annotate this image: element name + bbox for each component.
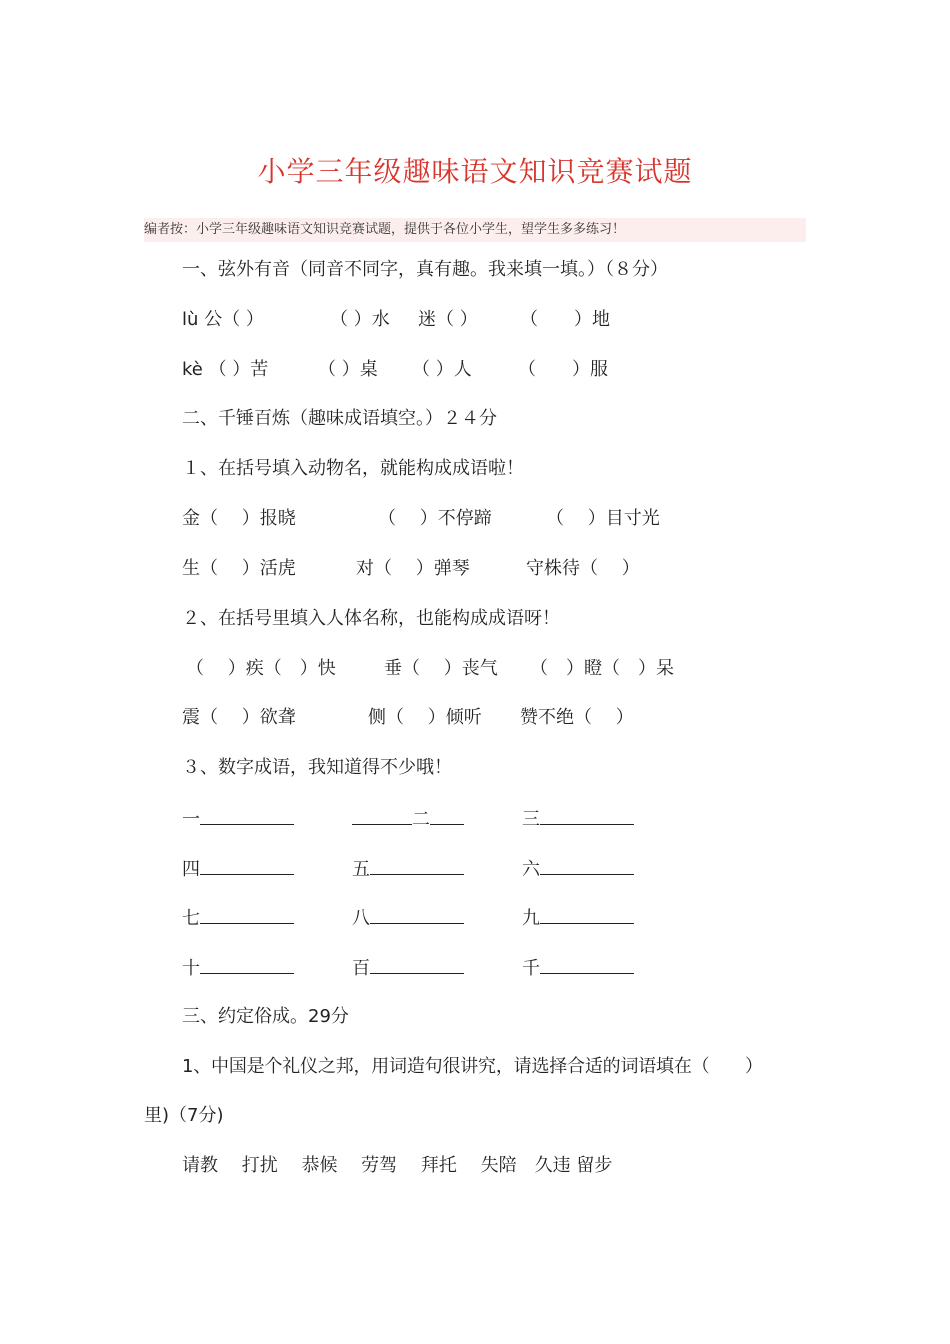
s1-row1-item-3: 迷（ ） <box>418 309 478 330</box>
number-idiom-blank: 七 <box>182 905 294 931</box>
number-idiom-blank: 千 <box>522 955 634 981</box>
number-idiom-blank: 八 <box>352 905 464 931</box>
editor-note: 编者按：小学三年级趣味语文知识竞赛试题，提供于各位小学生，望学生多多练习！ <box>144 218 806 242</box>
number-idiom-blank: 二 <box>352 806 464 832</box>
s2-q2-row2-item-3: 赞不绝（ ） <box>520 707 634 728</box>
s1-row2-item-2: （ ）桌 <box>318 359 378 380</box>
s3-question-1-continued: 里)（7分) <box>144 1105 224 1126</box>
page-title: 小学三年级趣味语文知识竞赛试题 <box>257 155 693 188</box>
number-idiom-blank: 一 <box>182 806 294 832</box>
s2-q1-row1-item-1: 金（ ）报晓 <box>182 508 296 529</box>
word-bank: 请教 打扰 恭候 劳驾 拜托 失陪 久违 留步 <box>182 1155 613 1176</box>
s3-question-1: 1、中国是个礼仪之邦，用词造句很讲究，请选择合适的词语填在（ ） <box>182 1056 763 1077</box>
section-3-heading: 三、约定俗成。29分 <box>182 1006 349 1027</box>
s2-question-3: ３、数字成语，我知道得不少哦！ <box>182 757 452 778</box>
s2-q1-row1-item-2: （ ）不停蹄 <box>378 508 492 529</box>
s2-question-2: ２、在括号里填入人体名称，也能构成成语呀！ <box>182 608 560 629</box>
s1-row1-item-4: （ ）地 <box>520 309 610 330</box>
number-idiom-blank: 六 <box>522 856 634 882</box>
number-idiom-blank: 三 <box>522 806 634 832</box>
s1-row2-item-3: （ ）人 <box>412 359 472 380</box>
s1-row2-item-1: kè （ ）苦 <box>182 359 269 380</box>
s2-question-1: １、在括号填入动物名，就能构成成语啦！ <box>182 458 524 479</box>
number-idiom-blank: 十 <box>182 955 294 981</box>
s1-row2-item-4: （ ）服 <box>518 359 608 380</box>
s1-row1-item-1: lù 公（ ） <box>182 309 264 330</box>
s2-q1-row1-item-3: （ ）目寸光 <box>546 508 660 529</box>
number-idiom-blank: 百 <box>352 955 464 981</box>
number-idiom-blank: 九 <box>522 905 634 931</box>
number-idiom-blank: 五 <box>352 856 464 882</box>
number-idiom-blank: 四 <box>182 856 294 882</box>
s2-q2-row2-item-2: 侧（ ）倾听 <box>368 707 482 728</box>
section-2-heading: 二、千锤百炼（趣味成语填空。）２４分 <box>182 408 497 429</box>
s2-q1-row2-item-3: 守株待（ ） <box>526 558 640 579</box>
s2-q1-row2-item-2: 对（ ）弹琴 <box>356 558 470 579</box>
section-1-heading: 一、弦外有音（同音不同字，真有趣。我来填一填。）（８分） <box>182 259 668 280</box>
s2-q2-row1-item-1: （ ）疾（ ）快 <box>186 658 336 679</box>
s2-q2-row2-item-1: 震（ ）欲聋 <box>182 707 296 728</box>
s2-q1-row2-item-1: 生（ ）活虎 <box>182 558 296 579</box>
s1-row1-item-2: （ ）水 <box>330 309 390 330</box>
s2-q2-row1-item-3: （ ）瞪（ ）呆 <box>530 658 674 679</box>
s2-q2-row1-item-2: 垂（ ）丧气 <box>384 658 498 679</box>
